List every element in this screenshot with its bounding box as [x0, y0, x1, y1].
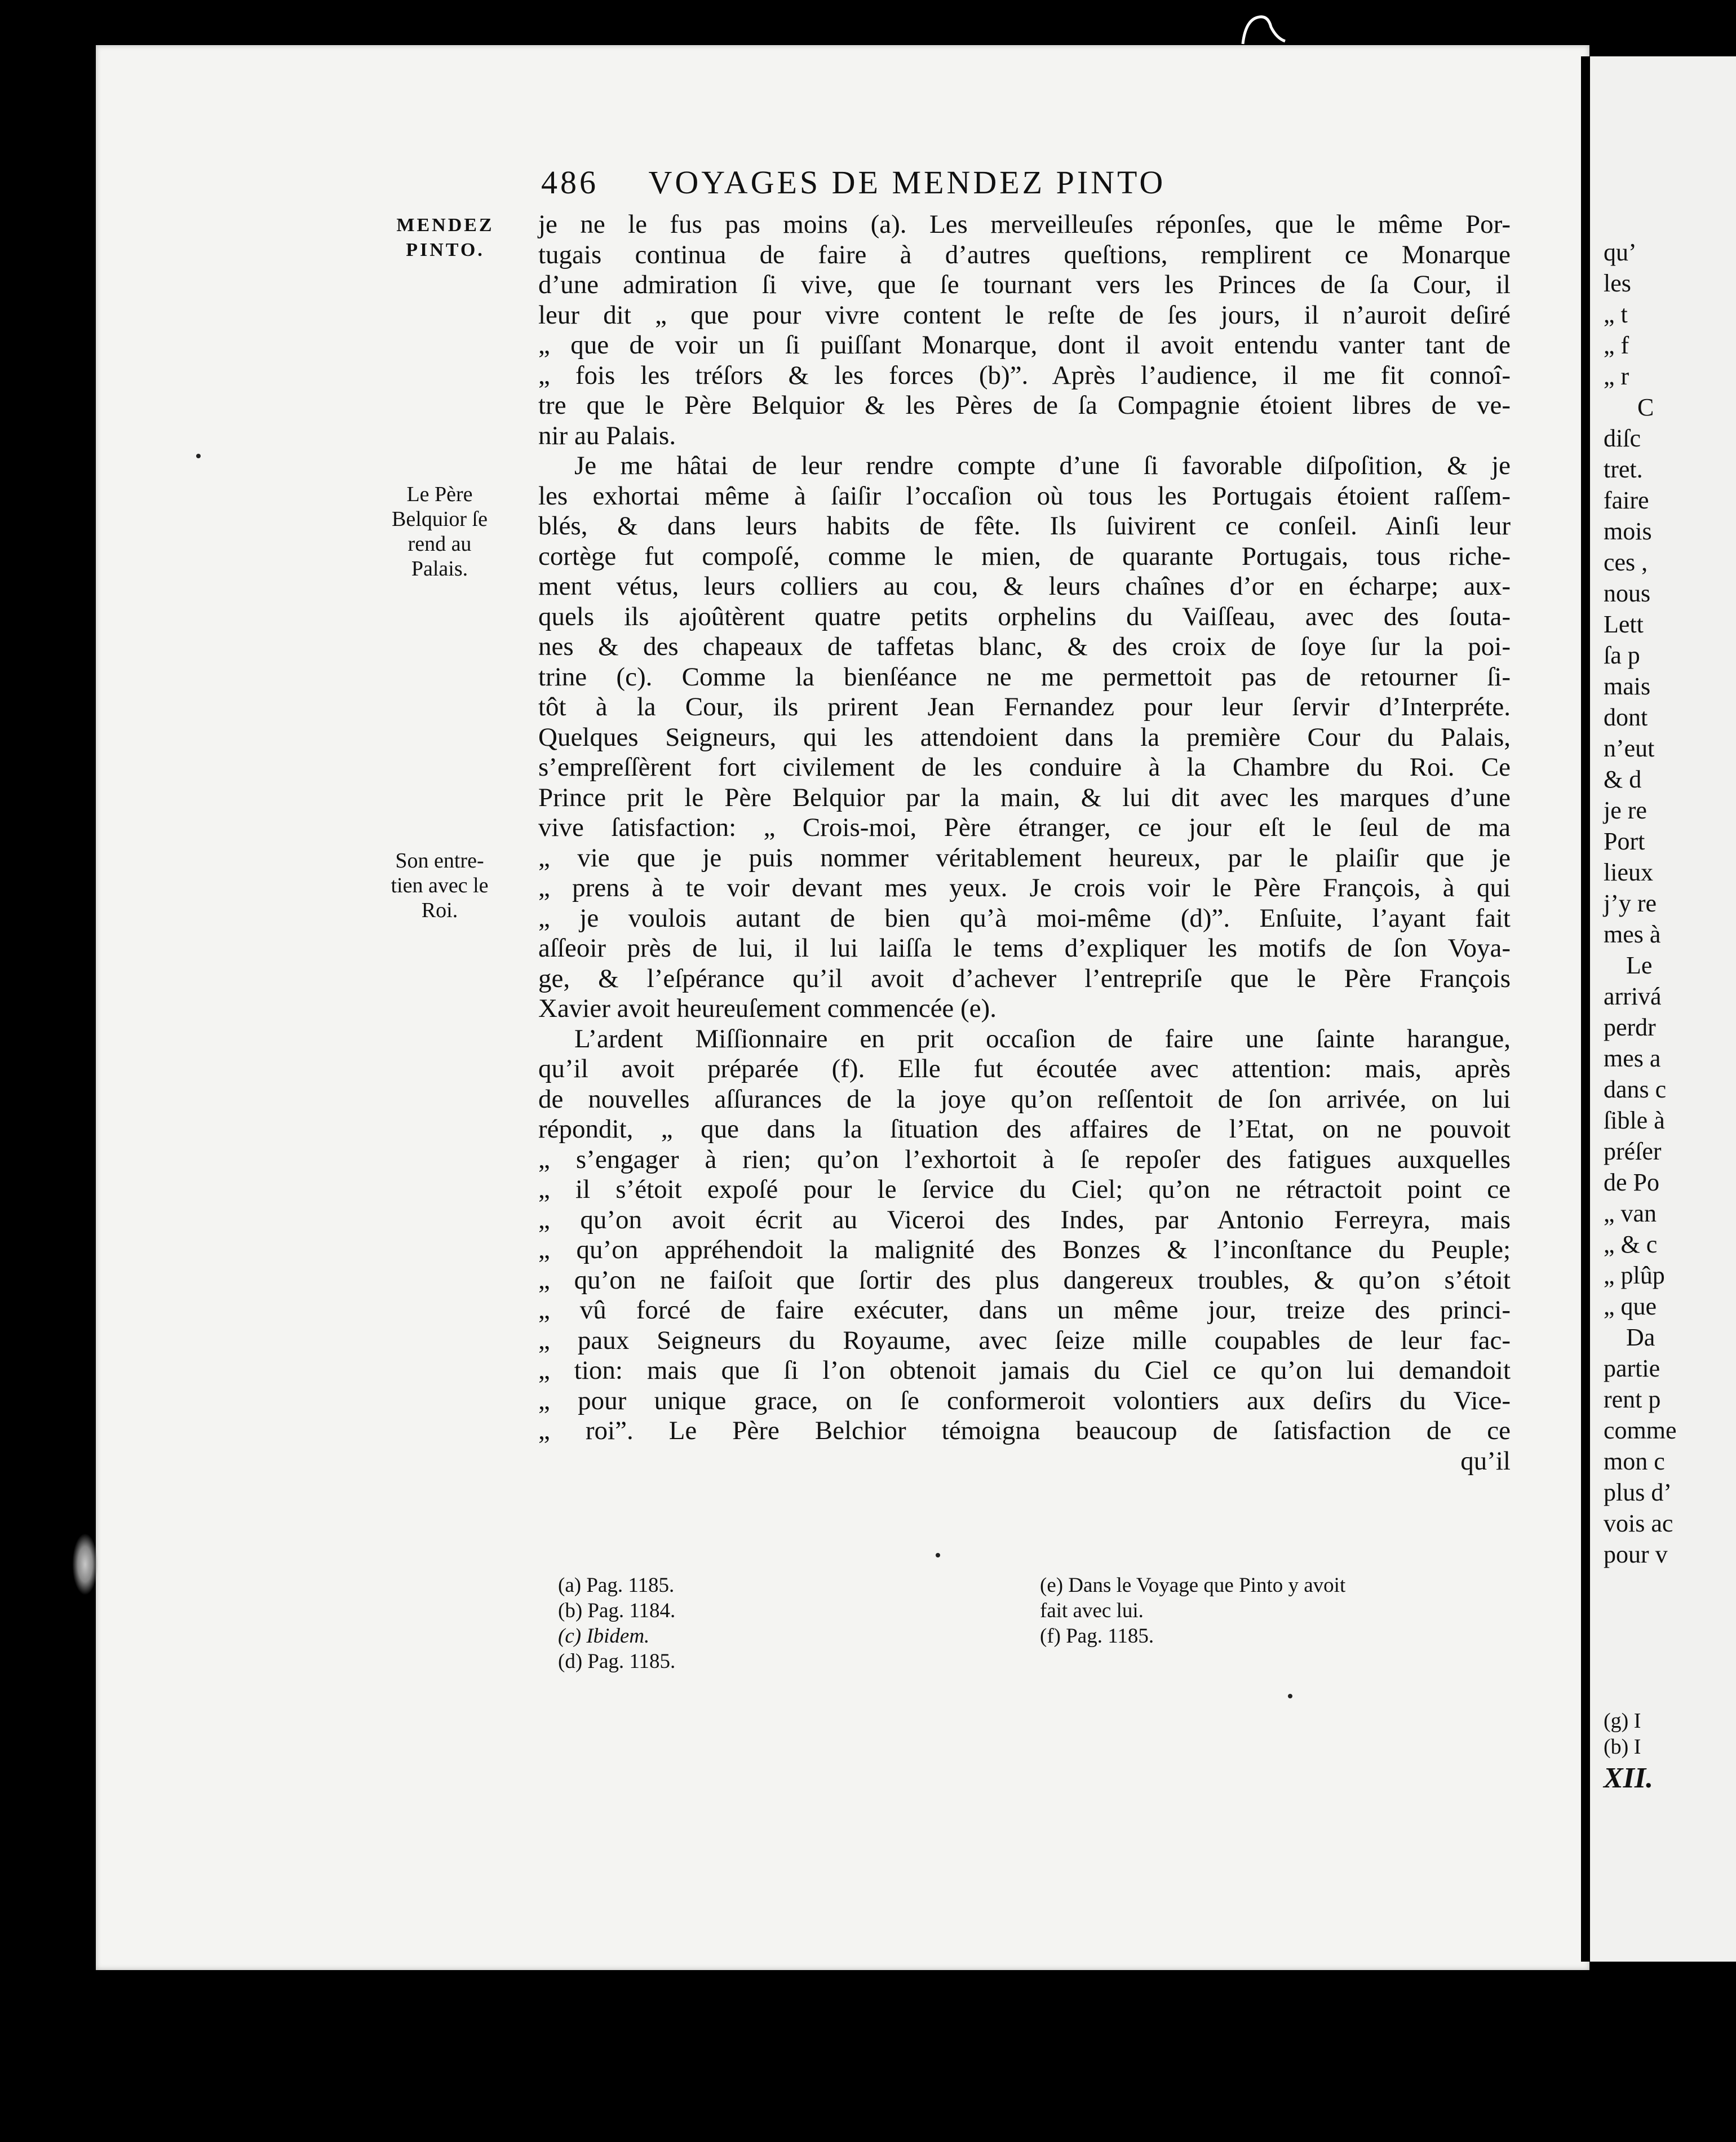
text-line: mois: [1604, 517, 1652, 545]
footnote: fait avec lui.: [1040, 1599, 1144, 1622]
text-line: „ paux Seigneurs du Royaume, avec ſeize mille coupables de leur fac-: [538, 1325, 1511, 1355]
text-line: partie: [1604, 1355, 1660, 1382]
text-line: diſc: [1604, 424, 1641, 452]
text-line: Le: [1626, 951, 1653, 979]
text-line: ge, & l’eſpérance qu’il avoit d’achever l’entrepriſe que le Père François: [538, 963, 1511, 993]
text-line: quels ils ajoûtèrent quatre petits orphelins du Vaiſſeau, avec des ſouta-: [538, 601, 1511, 631]
footnote: (a) Pag. 1185.: [558, 1574, 675, 1597]
text-line: „ r: [1604, 362, 1629, 390]
text-line: faire: [1604, 486, 1649, 514]
text-line: blés, & dans leurs habits de fête. Ils ſuivirent ce conſeil. Ainſi leur: [538, 511, 1511, 541]
text-line: „ van: [1604, 1200, 1657, 1227]
text-line: ment vétus, leurs colliers au cou, & leurs chaînes d’or en écharpe; aux-: [538, 572, 1511, 601]
text-line: „ fois les tréſors & les forces (b)”. Après l’audience, il me fit connoî-: [538, 360, 1511, 390]
facing-page-footnotes: [1604, 1708, 1641, 1760]
text-line: mon c: [1604, 1448, 1665, 1475]
text-line: Port: [1604, 827, 1645, 855]
text-line: „ que de voir un ſi puiſſant Monarque, dont il avoit entendu vanter tant de: [538, 330, 1511, 360]
facing-page-lines: [1604, 237, 1677, 1570]
text-line: „ roi”. Le Père Belchior témoigna beaucoup de ſatisfaction de ce: [538, 1416, 1511, 1445]
text-line: ſible à: [1604, 1107, 1665, 1134]
text-line: de nouvelles aſſurances de la joye qu’on reſſentoit de ſon arrivée, on lui: [538, 1084, 1511, 1114]
text-line: „ vû forcé de faire exécuter, dans un même jour, treize des princi-: [538, 1295, 1511, 1325]
margin-note-entretien: Son entre-tien avec le Roi.: [391, 849, 489, 922]
footnote: (g) I: [1604, 1709, 1641, 1733]
text-line: leur dit „ que pour vivre content le reſte de ſes jours, il n’auroit deſiré: [538, 300, 1511, 330]
page-gutter: [1581, 56, 1590, 1962]
text-line: Prince prit le Père Belquior par la main, & lui dit avec les marques d’une: [538, 782, 1511, 812]
facing-page-fragment: [1581, 56, 1736, 1962]
text-line: tret.: [1604, 455, 1643, 483]
footnotes-left: [558, 1573, 783, 1674]
text-line: qu’il avoit préparée (f). Elle fut écoutée avec attention: mais, après: [538, 1054, 1511, 1083]
text-line: je re: [1604, 796, 1647, 824]
text-line: „ qu’on appréhendoit la malignité des Bonzes & l’inconſtance du Peuple;: [538, 1235, 1511, 1264]
ink-speck: [1288, 1694, 1292, 1698]
text-line: dans c: [1604, 1076, 1667, 1103]
text-line: „ prens à te voir devant mes yeux. Je crois voir le Père François, à qui: [538, 873, 1511, 902]
signature-mark: XII.: [1604, 1762, 1654, 1794]
text-line: C: [1637, 393, 1654, 421]
text-line: vois ac: [1604, 1510, 1673, 1537]
text-line: „ il s’étoit expoſé pour le ſervice du Ciel; qu’on ne rétractoit point ce: [538, 1175, 1511, 1204]
text-line: n’eut: [1604, 734, 1655, 762]
text-line: „ t: [1604, 300, 1628, 328]
footnote: (f) Pag. 1185.: [1040, 1625, 1154, 1648]
page-number: 486: [541, 164, 599, 201]
text-line: mes a: [1604, 1045, 1661, 1072]
running-head: [541, 163, 1166, 201]
text-line: „ tion: mais que ſi l’on obtenoit jamais du Ciel ce qu’on lui demandoit: [538, 1356, 1511, 1385]
text-line: & d: [1604, 765, 1642, 793]
text-line: mais: [1604, 672, 1651, 700]
text-line: pour v: [1604, 1541, 1668, 1568]
text-line: tugais continua de faire à d’autres queſtions, remplirent ce Monarque: [538, 240, 1511, 269]
text-line: arrivá: [1604, 983, 1662, 1010]
text-line: trine (c). Comme la bienſéance ne me permettoit pas de retourner ſi-: [538, 662, 1511, 692]
text-line: comme: [1604, 1417, 1677, 1444]
text-line: Je me hâtai de leur rendre compte d’une ſi favorable diſpoſition, & je: [574, 451, 1511, 480]
text-line: les: [1604, 269, 1631, 297]
text-line: s’empreſſèrent fort civilement de les conduire à la Chambre du Roi. Ce: [538, 753, 1511, 782]
text-line: de Po: [1604, 1169, 1659, 1196]
footnote: (e) Dans le Voyage que Pinto y avoit: [1040, 1574, 1346, 1597]
margin-note-author: MENDEZ PINTO.: [396, 215, 494, 260]
text-line: L’ardent Miſſionnaire en prit occaſion de faire une ſainte harangue,: [574, 1024, 1511, 1054]
text-line: ces ,: [1604, 548, 1648, 576]
text-line: cortège fut compoſé, comme le mien, de quarante Portugais, tous riche-: [538, 541, 1511, 571]
text-line: „ qu’on ne faiſoit que ſortir des plus dangereux troubles, & qu’on s’étoit: [538, 1265, 1511, 1295]
text-line: tôt à la Cour, ils prirent Jean Fernandez pour leur ſervir d’Interpréte.: [538, 692, 1511, 722]
text-line: „ qu’on avoit écrit au Viceroi des Indes, par Antonio Ferreyra, mais: [538, 1205, 1511, 1234]
footnotes-right: [1040, 1573, 1502, 1649]
text-line: j’y re: [1604, 889, 1657, 917]
text-line: rent p: [1604, 1386, 1661, 1413]
text-line: „ que: [1604, 1293, 1657, 1320]
text-line: lieux: [1604, 858, 1653, 886]
text-line: nes & des chapeaux de taffetas blanc, & des croix de ſoye ſur la poi-: [538, 632, 1511, 661]
scan-corner-mark: [1237, 10, 1288, 50]
text-line: nir au Palais.: [538, 421, 676, 450]
footnote: (d) Pag. 1185.: [558, 1650, 676, 1673]
text-line: tre que le Père Belquior & les Pères de ſa Compagnie étoient libres de ve-: [538, 391, 1511, 420]
footnote: (c) Ibidem.: [558, 1625, 650, 1648]
text-line: nous: [1604, 579, 1651, 607]
text-line: „ plûp: [1604, 1262, 1665, 1289]
ink-speck: [936, 1553, 940, 1557]
text-line: qu’: [1604, 238, 1637, 266]
text-line: répondit, „ que dans la ſituation des affaires de l’Etat, on ne pouvoit: [538, 1114, 1511, 1144]
text-line: „ f: [1604, 331, 1629, 359]
text-line: „ s’engager à rien; qu’on l’exhortoit à ſe repoſer des fatigues auxquelles: [538, 1144, 1511, 1174]
text-line: Da: [1626, 1324, 1655, 1351]
text-line: „ pour unique grace, on ſe conformeroit volontiers aux deſirs du Vice-: [538, 1386, 1511, 1415]
text-line: aſſeoir près de lui, il lui laiſſa le tems d’expliquer les motifs de ſon Voya-: [538, 933, 1511, 963]
catchword: qu’il: [1460, 1446, 1511, 1476]
scan-stain: [72, 1533, 98, 1595]
text-line: „ vie que je puis nommer véritablement heureux, par le plaiſir que je: [538, 843, 1511, 873]
text-line: je ne le fus pas moins (a). Les merveilleuſes réponſes, que le même Por-: [538, 210, 1511, 239]
running-title: VOYAGES DE MENDEZ PINTO: [648, 164, 1166, 201]
text-line: ſa p: [1604, 641, 1640, 669]
text-line: perdr: [1604, 1014, 1656, 1041]
margin-note-belquior: Le Père Belquior ſe rend au Palais.: [392, 483, 488, 581]
text-line: dont: [1604, 703, 1648, 731]
ink-speck: [196, 454, 201, 458]
body-text: [538, 210, 1511, 1476]
text-line: Lett: [1604, 610, 1644, 638]
footnote: (b) Pag. 1184.: [558, 1599, 676, 1622]
text-line: vive ſatisfaction: „ Crois-moi, Père étranger, ce jour eſt le ſeul de ma: [538, 813, 1511, 842]
text-line: „ je voulois autant de bien qu’à moi-même (d)”. Enſuite, l’ayant fait: [538, 903, 1511, 933]
text-line: les exhortai même à ſaiſir l’occaſion où tous les Portugais étoient raſſem-: [538, 481, 1511, 511]
footnote: (b) I: [1604, 1735, 1641, 1759]
text-line: mes à: [1604, 920, 1661, 948]
text-line: plus d’: [1604, 1479, 1672, 1506]
text-line: préſer: [1604, 1138, 1662, 1165]
text-line: Quelques Seigneurs, qui les attendoient dans la première Cour du Palais,: [538, 722, 1511, 752]
text-line: Xavier avoit heureuſement commencée (e).: [538, 994, 997, 1023]
text-line: d’une admiration ſi vive, que ſe tournant vers les Princes de ſa Cour, il: [538, 270, 1511, 299]
text-line: „ & c: [1604, 1231, 1658, 1258]
